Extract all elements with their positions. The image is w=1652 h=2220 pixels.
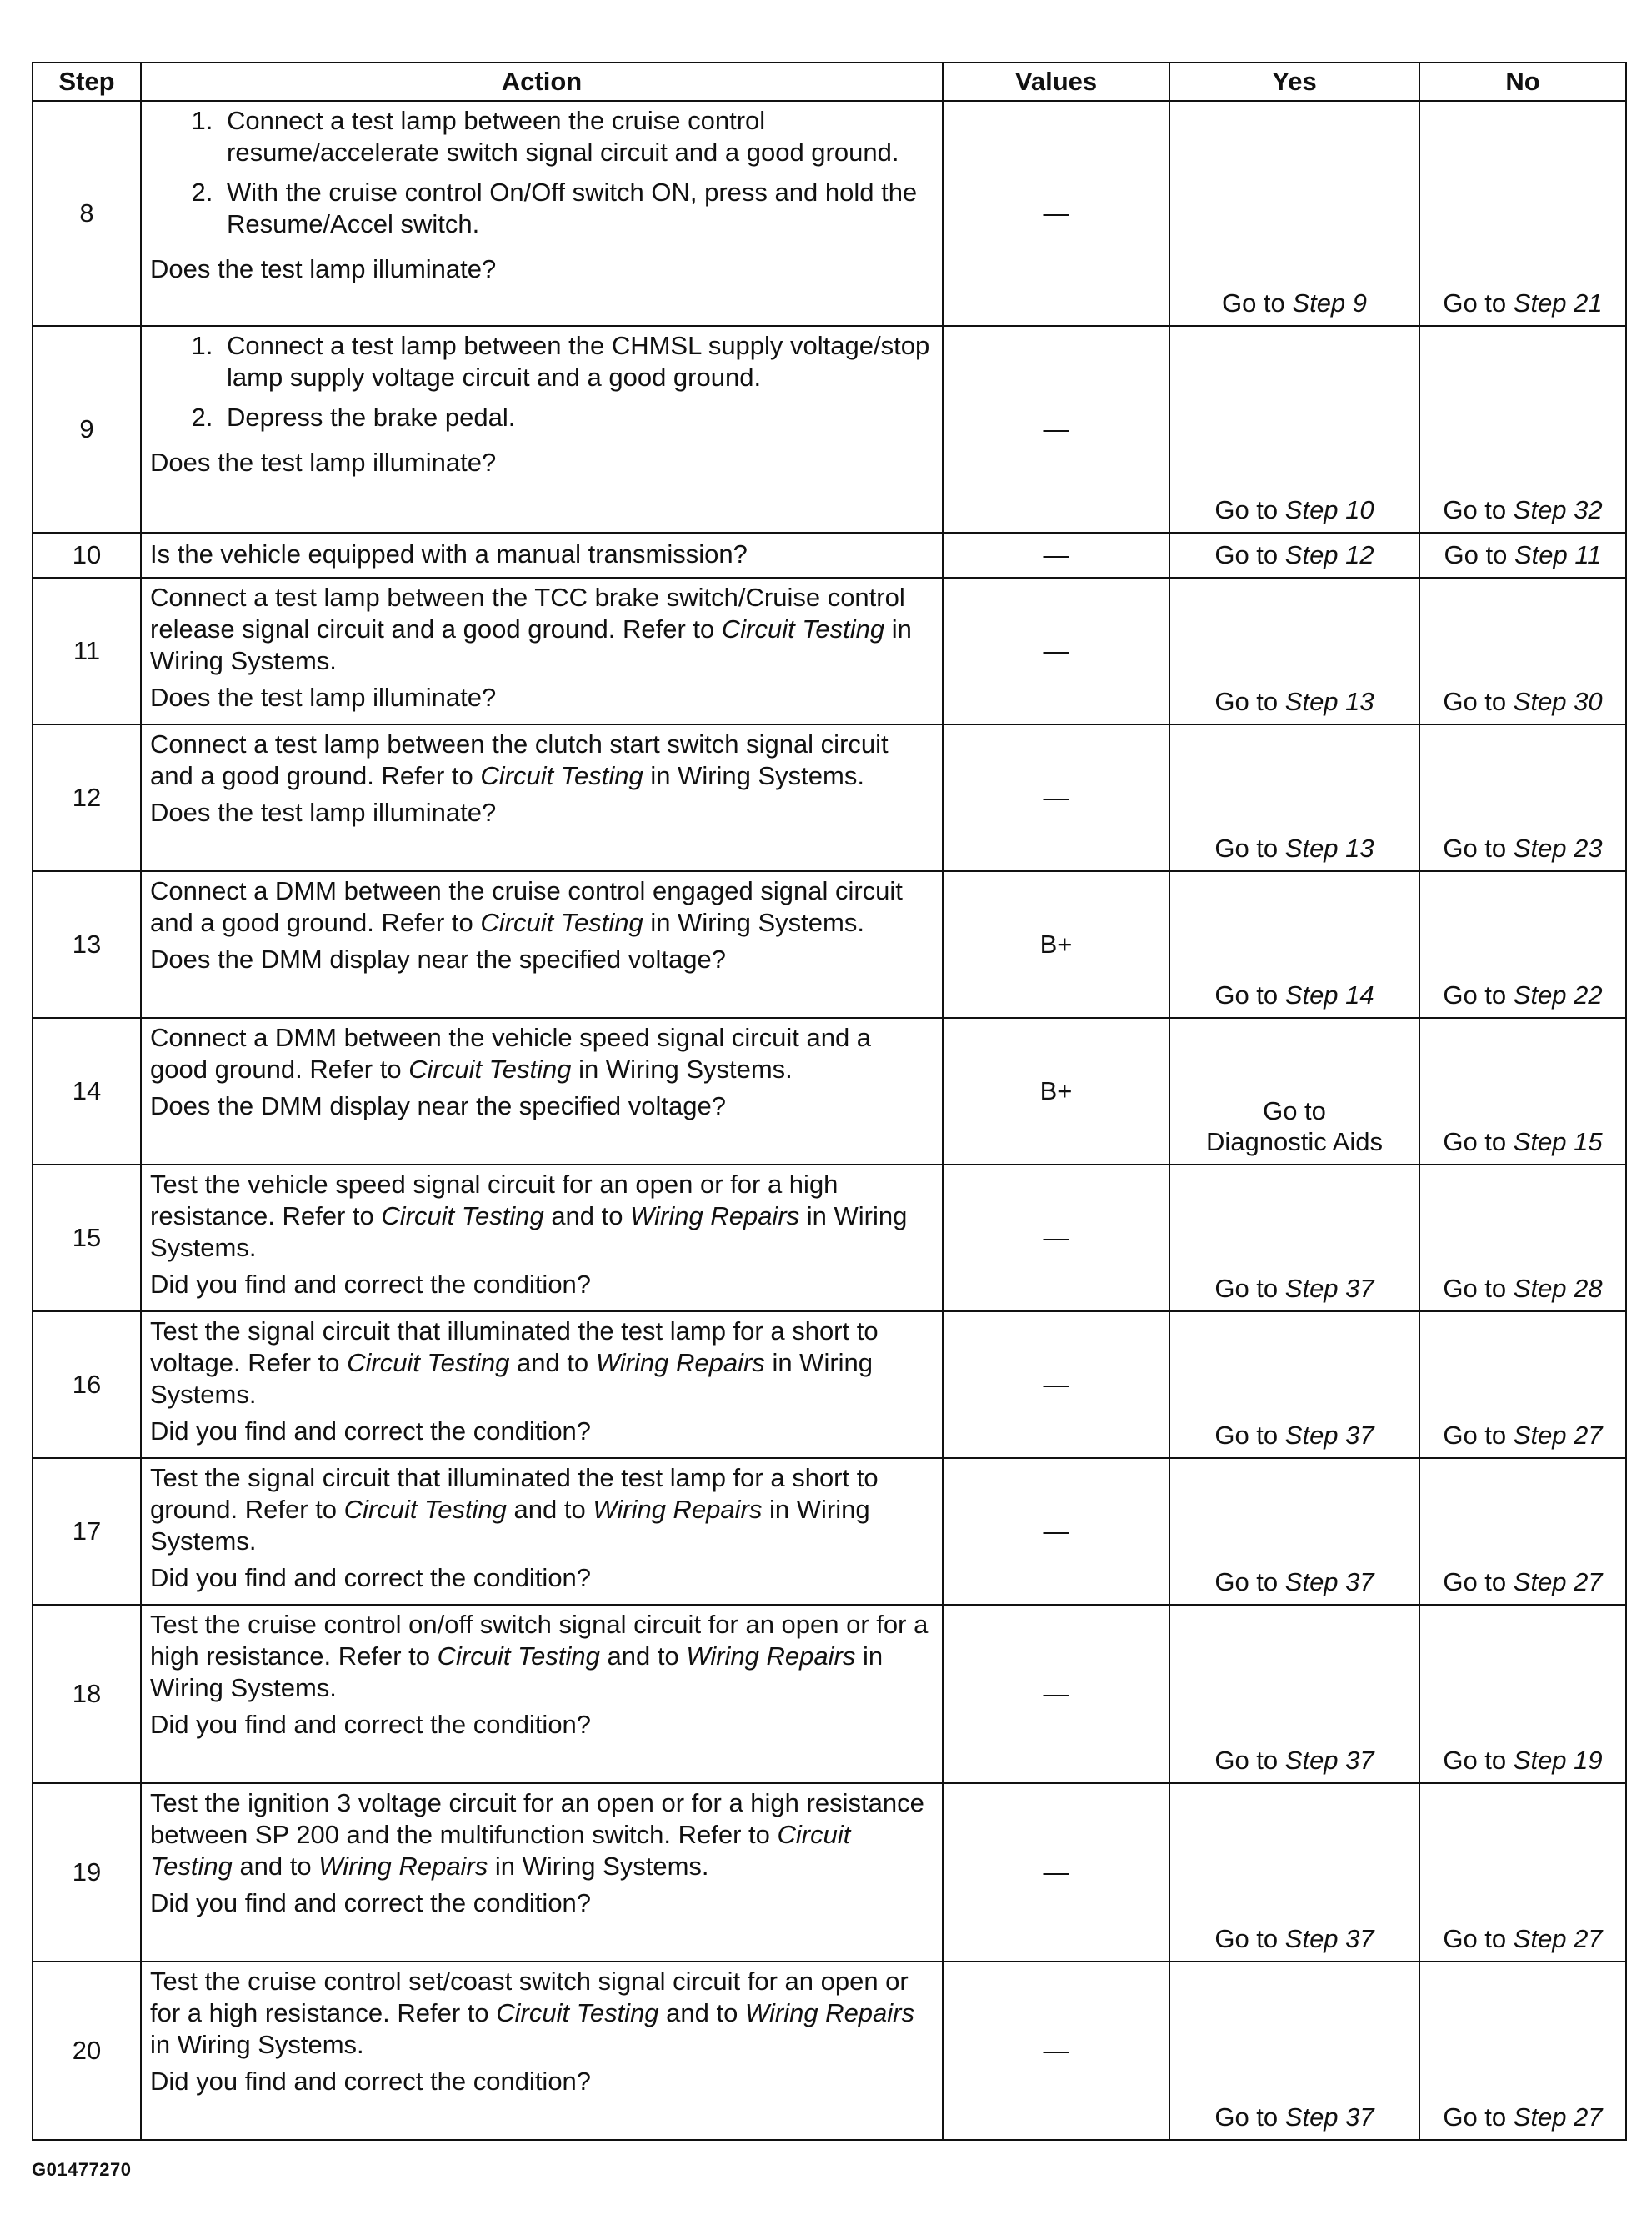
action-text-part: Test the vehicle speed signal circuit for an open or for a high resistance. Refer to	[150, 1170, 839, 1230]
yes-cell	[1169, 1783, 1419, 1962]
action-text	[150, 1787, 935, 1882]
step-number: 15	[33, 1165, 141, 1311]
table-row	[33, 1458, 1626, 1605]
action-question: Does the test lamp illuminate?	[150, 798, 497, 827]
yes-cell	[1169, 871, 1419, 1018]
circuit-testing-ref[interactable]: Circuit Testing	[381, 1201, 544, 1230]
value-cell: —	[943, 1783, 1169, 1962]
action-text-part: in Wiring Systems.	[650, 908, 864, 937]
step-number: 8	[33, 101, 141, 326]
go-to-text: Go to	[1214, 1745, 1279, 1775]
action-text	[150, 1022, 935, 1085]
action-text	[150, 1462, 935, 1557]
table-row	[33, 1165, 1626, 1311]
action-cell	[141, 578, 943, 724]
circuit-testing-ref[interactable]: Circuit Testing	[480, 761, 643, 790]
action-text-part: and to	[607, 1641, 679, 1671]
go-to-text: Go to	[1443, 833, 1507, 863]
wiring-repairs-ref[interactable]: Wiring Repairs	[595, 1348, 765, 1377]
action-text-part: Test the ignition 3 voltage circuit for an open or for a high resistance between SP 200 and the multifunction switch. Refer to	[150, 1788, 924, 1849]
value-cell: —	[943, 1165, 1169, 1311]
step-link[interactable]: Step 30	[1513, 686, 1603, 716]
action-text-part: Test the signal circuit that illuminated the test lamp for a short to ground. Refer to	[150, 1463, 879, 1524]
table-row	[33, 326, 1626, 533]
action-question: Did you find and correct the condition?	[150, 1888, 592, 1917]
header-yes: Yes	[1169, 63, 1419, 101]
yes-cell	[1169, 533, 1419, 578]
go-to-text: Go to	[1214, 1420, 1279, 1450]
value-cell: —	[943, 578, 1169, 724]
step-link[interactable]: Step 27	[1513, 1923, 1603, 1953]
go-to-text: Go to	[1263, 1095, 1326, 1125]
go-to-text: Go to	[1214, 833, 1279, 863]
action-text-part: Test the signal circuit that illuminated the test lamp for a short to voltage. Refer to	[150, 1316, 879, 1377]
action-text-part: in Wiring Systems.	[150, 1495, 870, 1556]
action-text: Is the vehicle equipped with a manual transmission?	[150, 539, 748, 569]
action-text-part: in Wiring Systems.	[150, 2030, 364, 2059]
action-text-part: and to	[516, 1348, 589, 1377]
action-text-part: and to	[551, 1201, 623, 1230]
go-to-text: Go to	[1443, 1126, 1507, 1156]
action-text	[150, 875, 935, 939]
go-to-text: Go to	[1443, 686, 1507, 716]
action-text-part: Connect a DMM between the vehicle speed signal circuit and a good ground. Refer to	[150, 1023, 872, 1084]
circuit-testing-ref[interactable]: Circuit Testing	[343, 1495, 507, 1524]
go-to-text: Go to	[1214, 1566, 1279, 1596]
step-link[interactable]: Step 9	[1292, 288, 1368, 318]
table-row	[33, 1783, 1626, 1962]
no-cell	[1419, 724, 1626, 871]
wiring-repairs-ref[interactable]: Wiring Repairs	[745, 1998, 914, 2027]
circuit-testing-ref[interactable]: Circuit Testing	[347, 1348, 510, 1377]
no-cell	[1419, 326, 1626, 533]
value-cell: —	[943, 1962, 1169, 2140]
action-text	[150, 1169, 935, 1264]
table-row	[33, 533, 1626, 578]
action-cell	[141, 724, 943, 871]
go-to-text: Go to	[1443, 2102, 1507, 2132]
action-text	[150, 582, 935, 677]
step-link[interactable]: Step 23	[1513, 833, 1603, 863]
no-cell	[1419, 1311, 1626, 1458]
no-cell	[1419, 1458, 1626, 1605]
step-link[interactable]: Step 21	[1513, 288, 1603, 318]
step-link[interactable]: Step 27	[1513, 1420, 1603, 1450]
go-to-text: Go to	[1443, 980, 1507, 1010]
yes-cell	[1169, 1458, 1419, 1605]
action-question: Does the DMM display near the specified voltage?	[150, 945, 726, 974]
action-steps	[150, 330, 935, 442]
circuit-testing-ref[interactable]: Circuit Testing	[150, 1820, 851, 1881]
step-number: 9	[33, 326, 141, 533]
action-text-part: in Wiring Systems.	[150, 1641, 884, 1702]
action-text-part: Test the cruise control on/off switch signal circuit for an open or for a high resistance. Refer to	[150, 1610, 929, 1671]
table-row	[33, 101, 1626, 326]
step-number: 11	[33, 578, 141, 724]
step-number: 16	[33, 1311, 141, 1458]
step-number: 17	[33, 1458, 141, 1605]
step-link[interactable]: Step 27	[1513, 1566, 1603, 1596]
table-row	[33, 1311, 1626, 1458]
action-step: 2. Depress the brake pedal.	[220, 402, 935, 433]
table-row	[33, 1018, 1626, 1165]
go-to-text: Go to	[1443, 1273, 1507, 1303]
no-cell	[1419, 533, 1626, 578]
step-link[interactable]: Step 37	[1284, 1420, 1374, 1450]
step-link[interactable]: Step 37	[1284, 2102, 1374, 2132]
go-to-text: Go to	[1214, 2102, 1279, 2132]
go-to-text: Go to	[1443, 1745, 1507, 1775]
value-cell: —	[943, 533, 1169, 578]
value-cell: —	[943, 1311, 1169, 1458]
action-text-part: and to	[513, 1495, 586, 1524]
go-to-text: Go to	[1443, 1923, 1507, 1953]
circuit-testing-ref[interactable]: Circuit Testing	[408, 1055, 572, 1084]
action-text-part: Test the cruise control set/coast switch signal circuit for an open or for a high resistance. Refer to	[150, 1967, 909, 2027]
value-cell: —	[943, 1605, 1169, 1783]
yes-cell	[1169, 326, 1419, 533]
yes-cell	[1169, 1605, 1419, 1783]
yes-cell	[1169, 1311, 1419, 1458]
action-cell	[141, 1783, 943, 1962]
header-no: No	[1419, 63, 1626, 101]
action-question: Does the test lamp illuminate?	[150, 448, 497, 477]
action-text	[150, 729, 935, 792]
action-cell	[141, 1018, 943, 1165]
action-question: Does the test lamp illuminate?	[150, 683, 497, 712]
no-cell	[1419, 1783, 1626, 1962]
action-cell	[141, 1962, 943, 2140]
diagnostic-table	[32, 62, 1627, 2141]
go-to-text: Go to	[1443, 1566, 1507, 1596]
action-cell	[141, 871, 943, 1018]
step-number: 10	[33, 533, 141, 578]
action-text-part: in Wiring Systems.	[650, 761, 864, 790]
action-question: Did you find and correct the condition?	[150, 1416, 592, 1446]
action-text	[150, 1315, 935, 1411]
action-cell	[141, 533, 943, 578]
wiring-repairs-ref[interactable]: Wiring Repairs	[630, 1201, 800, 1230]
value-cell: —	[943, 1458, 1169, 1605]
go-to-text: Go to	[1214, 1923, 1279, 1953]
go-to-text: Go to	[1214, 686, 1279, 716]
action-text	[150, 1966, 935, 2061]
action-question: Does the DMM display near the specified voltage?	[150, 1091, 726, 1120]
no-cell	[1419, 578, 1626, 724]
circuit-testing-ref[interactable]: Circuit Testing	[496, 1998, 659, 2027]
go-to-text: Go to	[1443, 288, 1507, 318]
go-to-text: Go to	[1214, 980, 1279, 1010]
step-link[interactable]: Step 13	[1284, 833, 1374, 863]
table-row	[33, 724, 1626, 871]
action-steps	[150, 105, 935, 248]
action-text-part: in Wiring Systems.	[150, 1201, 908, 1262]
no-cell	[1419, 1962, 1626, 2140]
go-to-text: Go to	[1214, 1273, 1279, 1303]
action-text-part: Connect a DMM between the cruise control engaged signal circuit and a good ground. Refer to	[150, 876, 903, 937]
circuit-testing-ref[interactable]: Circuit Testing	[437, 1641, 600, 1671]
yes-cell	[1169, 724, 1419, 871]
action-step: 2. With the cruise control On/Off switch ON, press and hold the Resume/Accel switch.	[220, 177, 935, 240]
step-number: 18	[33, 1605, 141, 1783]
step-link[interactable]: Step 15	[1513, 1126, 1603, 1156]
go-to-text: Go to	[1214, 540, 1279, 570]
header-step: Step	[33, 63, 141, 101]
go-to-text: Go to	[1443, 494, 1507, 524]
circuit-testing-ref[interactable]: Circuit Testing	[480, 908, 643, 937]
diagnostic-aids-link[interactable]: Diagnostic Aids	[1206, 1126, 1383, 1156]
step-number: 19	[33, 1783, 141, 1962]
step-number: 20	[33, 1962, 141, 2140]
yes-cell	[1169, 101, 1419, 326]
step-link[interactable]: Step 19	[1513, 1745, 1603, 1775]
action-question: Does the test lamp illuminate?	[150, 254, 497, 283]
action-text	[150, 1609, 935, 1704]
step-number: 12	[33, 724, 141, 871]
step-number: 13	[33, 871, 141, 1018]
yes-cell	[1169, 1018, 1419, 1165]
diagnostic-table-container	[32, 62, 1625, 2141]
no-cell	[1419, 871, 1626, 1018]
action-cell	[141, 1165, 943, 1311]
step-link[interactable]: Step 27	[1513, 2102, 1603, 2132]
figure-id: G01477270	[32, 2159, 132, 2180]
action-step: 1. Connect a test lamp between the cruise control resume/accelerate switch signal circuit and a good ground.	[220, 105, 935, 168]
step-link[interactable]: Step 37	[1284, 1745, 1374, 1775]
value-cell: B+	[943, 871, 1169, 1018]
yes-cell	[1169, 1165, 1419, 1311]
header-row	[33, 63, 1626, 101]
action-question: Did you find and correct the condition?	[150, 1270, 592, 1299]
go-to-text: Go to	[1444, 540, 1508, 570]
go-to-text: Go to	[1221, 288, 1285, 318]
step-link[interactable]: Step 37	[1284, 1273, 1374, 1303]
value-cell: —	[943, 101, 1169, 326]
action-step: 1. Connect a test lamp between the CHMSL supply voltage/stop lamp supply voltage circuit and a good ground.	[220, 330, 935, 393]
action-cell	[141, 1311, 943, 1458]
go-to-text: Go to	[1214, 494, 1279, 524]
action-cell	[141, 1605, 943, 1783]
header-values: Values	[943, 63, 1169, 101]
table-row	[33, 578, 1626, 724]
no-cell	[1419, 1165, 1626, 1311]
action-text-part: in Wiring Systems.	[578, 1055, 793, 1084]
wiring-repairs-ref[interactable]: Wiring Repairs	[318, 1852, 488, 1881]
step-link[interactable]: Step 11	[1514, 540, 1602, 570]
action-question: Did you find and correct the condition?	[150, 1563, 592, 1592]
header-action: Action	[141, 63, 943, 101]
action-text-part: and to	[239, 1852, 312, 1881]
no-cell	[1419, 1605, 1626, 1783]
value-cell: —	[943, 326, 1169, 533]
action-question: Did you find and correct the condition?	[150, 1710, 592, 1739]
step-link[interactable]: Step 32	[1513, 494, 1603, 524]
circuit-testing-ref[interactable]: Circuit Testing	[721, 614, 885, 644]
value-cell: —	[943, 724, 1169, 871]
no-cell	[1419, 101, 1626, 326]
yes-cell	[1169, 578, 1419, 724]
action-cell	[141, 326, 943, 533]
go-to-text: Go to	[1443, 1420, 1507, 1450]
table-row	[33, 1605, 1626, 1783]
step-link[interactable]: Step 37	[1284, 1566, 1374, 1596]
action-text-part: Connect a test lamp between the clutch start switch signal circuit and a good ground. Refer to	[150, 729, 889, 790]
no-cell	[1419, 1018, 1626, 1165]
action-text-part: in Wiring Systems.	[494, 1852, 709, 1881]
step-link[interactable]: Step 37	[1284, 1923, 1374, 1953]
action-text-part: in Wiring Systems.	[150, 1348, 874, 1409]
table-row	[33, 871, 1626, 1018]
table-row	[33, 1962, 1626, 2140]
step-link[interactable]: Step 22	[1513, 980, 1603, 1010]
step-link[interactable]: Step 13	[1284, 686, 1374, 716]
step-link[interactable]: Step 14	[1284, 980, 1374, 1010]
action-text-part: in Wiring Systems.	[150, 614, 912, 675]
action-cell	[141, 1458, 943, 1605]
step-link[interactable]: Step 28	[1513, 1273, 1603, 1303]
action-question: Did you find and correct the condition?	[150, 2067, 592, 2096]
yes-cell	[1169, 1962, 1419, 2140]
wiring-repairs-ref[interactable]: Wiring Repairs	[593, 1495, 763, 1524]
step-link[interactable]: Step 10	[1284, 494, 1374, 524]
action-cell	[141, 101, 943, 326]
step-link[interactable]: Step 12	[1284, 540, 1374, 570]
wiring-repairs-ref[interactable]: Wiring Repairs	[686, 1641, 856, 1671]
step-number: 14	[33, 1018, 141, 1165]
action-text-part: Connect a test lamp between the TCC brake switch/Cruise control release signal circuit and a good ground. Refer to	[150, 583, 905, 644]
action-text-part: and to	[666, 1998, 738, 2027]
value-cell: B+	[943, 1018, 1169, 1165]
